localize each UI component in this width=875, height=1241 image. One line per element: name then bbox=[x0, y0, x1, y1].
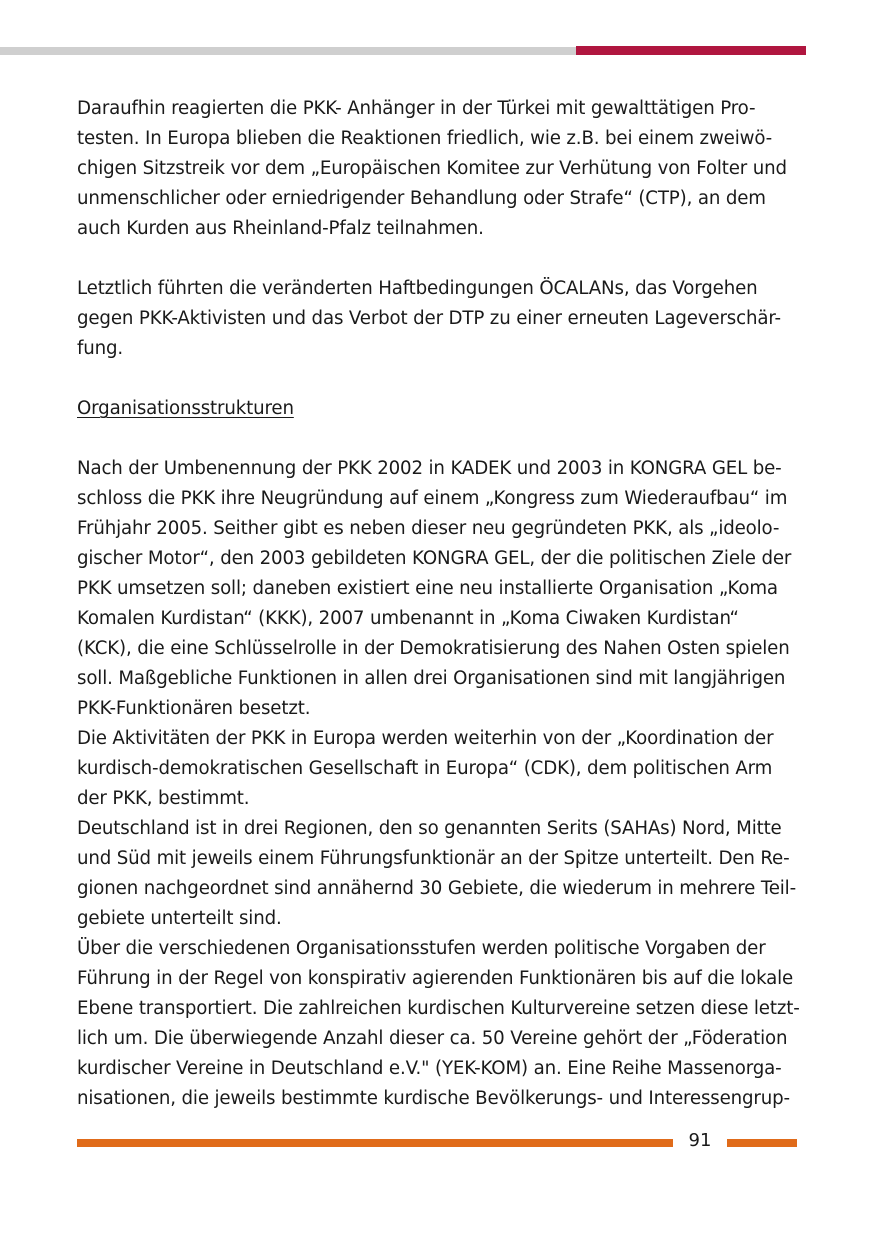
text-line: Letztlich führten die veränderten Haftbedingungen ÖCALANs, das Vorgehen bbox=[77, 278, 758, 299]
page-number: 91 bbox=[688, 1130, 712, 1151]
text-line: gischer Motor“, den 2003 gebildeten KONGRA GEL, der die politischen Ziele der bbox=[77, 548, 792, 569]
text-line: gegen PKK-Aktivisten und das Verbot der DTP zu einer erneuten Lageverschär- bbox=[77, 308, 781, 329]
paragraph-5 bbox=[77, 814, 799, 934]
paragraph-spacer bbox=[77, 424, 799, 454]
text-line: lich um. Die überwiegende Anzahl dieser ca. 50 Vereine gehört der „Föderation bbox=[77, 1028, 788, 1049]
header-rule-accent bbox=[576, 46, 806, 55]
text-line: gionen nachgeordnet sind annähernd 30 Gebiete, die wiederum in mehrere Teil- bbox=[77, 878, 796, 899]
text-line: Führung in der Regel von konspirativ agierenden Funktionären bis auf die lokale bbox=[77, 968, 794, 989]
text-line: der PKK, bestimmt. bbox=[77, 788, 250, 809]
text-line: auch Kurden aus Rheinland-Pfalz teilnahmen. bbox=[77, 218, 484, 239]
text-line: Die Aktivitäten der PKK in Europa werden weiterhin von der „Koordination der bbox=[77, 728, 774, 749]
section-heading-text: Organisationsstrukturen bbox=[77, 398, 294, 419]
footer-rule-right bbox=[727, 1139, 797, 1147]
text-line: kurdisch-demokratischen Gesellschaft in Europa“ (CDK), dem politischen Arm bbox=[77, 758, 773, 779]
paragraph-1 bbox=[77, 94, 799, 244]
paragraph-6 bbox=[77, 934, 799, 1114]
text-line: Deutschland ist in drei Regionen, den so genannten Serits (SAHAs) Nord, Mitte bbox=[77, 818, 782, 839]
paragraph-3 bbox=[77, 454, 799, 724]
text-line: nisationen, die jeweils bestimmte kurdische Bevölkerungs- und Interessengrup- bbox=[77, 1088, 790, 1109]
text-line: soll. Maßgebliche Funktionen in allen drei Organisationen sind mit langjährigen bbox=[77, 668, 786, 689]
text-line: gebiete unterteilt sind. bbox=[77, 908, 282, 929]
text-line: und Süd mit jeweils einem Führungsfunktionär an der Spitze unterteilt. Den Re- bbox=[77, 848, 790, 869]
text-line: schloss die PKK ihre Neugründung auf einem „Kongress zum Wiederaufbau“ im bbox=[77, 488, 788, 509]
section-heading bbox=[77, 394, 799, 424]
text-line: kurdischer Vereine in Deutschland e.V." (YEK-KOM) an. Eine Reihe Massenorga- bbox=[77, 1058, 782, 1079]
page-body bbox=[77, 94, 799, 1114]
text-line: fung. bbox=[77, 338, 124, 359]
text-line: Frühjahr 2005. Seither gibt es neben dieser neu gegründeten PKK, als „ideolo- bbox=[77, 518, 780, 539]
paragraph-2 bbox=[77, 274, 799, 364]
text-line: Nach der Umbenennung der PKK 2002 in KADEK und 2003 in KONGRA GEL be- bbox=[77, 458, 782, 479]
text-line: PKK umsetzen soll; daneben existiert eine neu installierte Organisation „Koma bbox=[77, 578, 778, 599]
text-line: PKK-Funktionären besetzt. bbox=[77, 698, 311, 719]
text-line: (KCK), die eine Schlüsselrolle in der Demokratisierung des Nahen Osten spielen bbox=[77, 638, 790, 659]
text-line: unmenschlicher oder erniedrigender Behandlung oder Strafe“ (CTP), an dem bbox=[77, 188, 766, 209]
header-rule-gray bbox=[0, 47, 578, 55]
text-line: Daraufhin reagierten die PKK- Anhänger in der Türkei mit gewalttätigen Pro- bbox=[77, 98, 756, 119]
paragraph-spacer bbox=[77, 364, 799, 394]
text-line: Über die verschiedenen Organisationsstufen werden politische Vorgaben der bbox=[77, 938, 766, 959]
paragraph-4 bbox=[77, 724, 799, 814]
footer-rule-left bbox=[77, 1139, 673, 1147]
text-line: testen. In Europa blieben die Reaktionen friedlich, wie z.B. bei einem zweiwö- bbox=[77, 128, 773, 149]
text-line: Ebene transportiert. Die zahlreichen kurdischen Kulturvereine setzen diese letzt- bbox=[77, 998, 800, 1019]
text-line: Komalen Kurdistan“ (KKK), 2007 umbenannt in „Koma Ciwaken Kurdistan“ bbox=[77, 608, 739, 629]
paragraph-spacer bbox=[77, 244, 799, 274]
text-line: chigen Sitzstreik vor dem „Europäischen Komitee zur Verhütung von Folter und bbox=[77, 158, 787, 179]
